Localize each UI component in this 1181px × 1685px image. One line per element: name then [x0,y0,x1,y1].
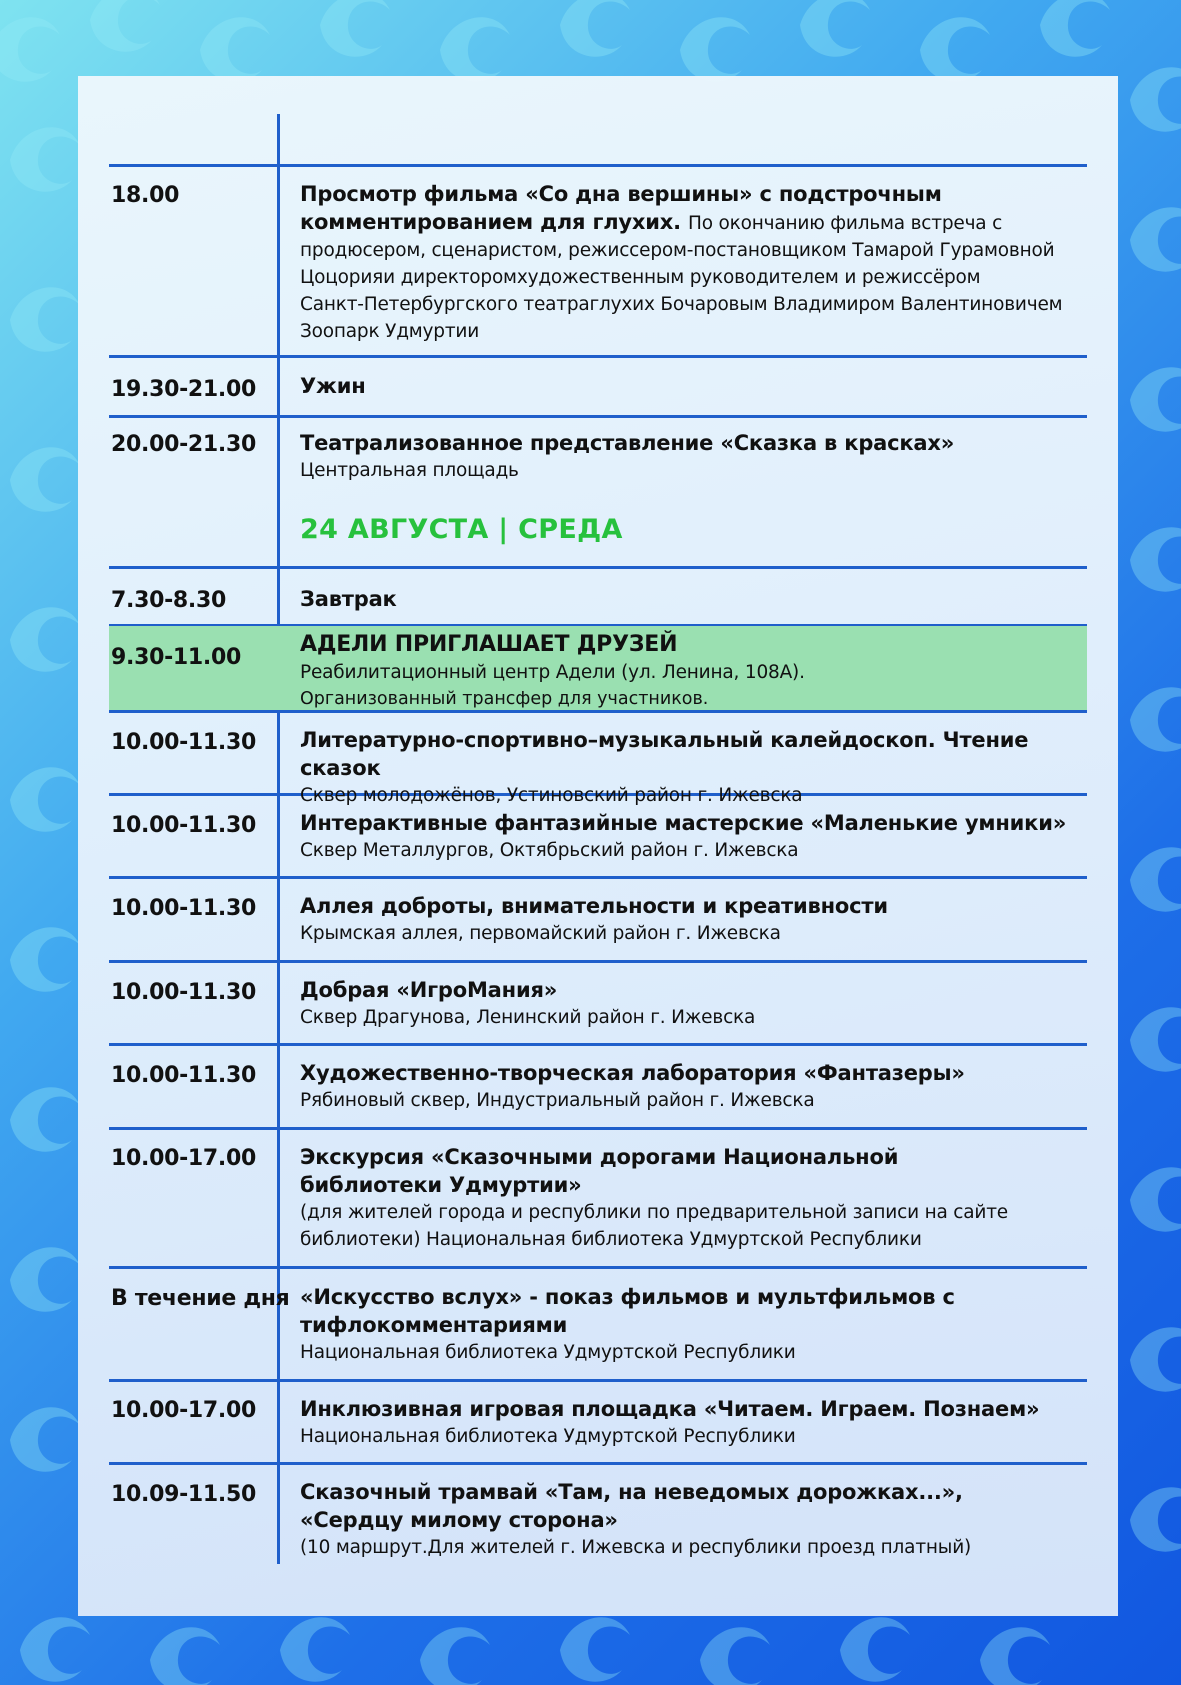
day-header: 24 АВГУСТА | СРЕДА [300,514,623,545]
event-time: 7.30-8.30 [111,588,226,613]
event-location: Крымская аллея, первомайский район г. Ижевска [300,923,781,944]
event-location: Национальная библиотека Удмуртской Республики [300,1426,796,1447]
row-divider [109,876,1087,879]
event-time: 10.09-11.50 [111,1482,257,1507]
event-title-cont [300,208,1080,237]
event-description: По окончанию фильма встреча с [688,213,1003,234]
event-title: Художественно-творческая лаборатория «Фантазеры» [300,1061,965,1085]
event-description: Санкт-Петербургского театраглухих Бочаровым Владимиром Валентиновичем [300,294,1063,315]
event-time: 10.00-11.30 [111,730,257,755]
event-location: Национальная библиотека Удмуртской Республики [300,1342,796,1363]
event-location: Центральная площадь [300,460,519,481]
event-title: Сказочный трамвай «Там, на неведомых дорожках...», [300,1480,963,1504]
row-divider [109,1266,1087,1269]
event-note: Организованный трансфер для участников. [300,689,709,709]
event-entry [300,631,1080,712]
event-title: Аллея доброты, внимательности и креативности [300,894,888,918]
event-title: Завтрак [300,587,397,611]
event-time: 9.30-11.00 [111,645,241,670]
row-divider [109,415,1087,418]
event-entry [300,1283,1080,1366]
event-time: В течение дня [111,1286,290,1311]
event-entry [300,809,1080,864]
event-entry [300,1143,1080,1253]
event-location: Зоопарк Удмуртии [300,321,480,342]
event-time: 20.00-21.30 [111,432,257,457]
event-entry [300,429,1080,484]
event-time: 10.00-17.00 [111,1398,257,1423]
event-title: АДЕЛИ ПРИГЛАШАЕТ ДРУЗЕЙ [300,632,678,657]
event-time: 19.30-21.00 [111,377,257,402]
event-location: Сквер Металлургов, Октябрьский район г. Ижевска [300,840,799,861]
row-divider [109,1379,1087,1382]
event-entry [300,726,1080,809]
row-divider [109,164,1087,167]
event-location: Сквер Драгунова, Ленинский район г. Ижевска [300,1007,756,1028]
event-time: 10.00-11.30 [111,813,257,838]
event-entry [300,180,1080,345]
event-time: 10.00-11.30 [111,1063,257,1088]
event-note: (10 маршрут.Для жителей г. Ижевска и республики проезд платный) [300,1537,972,1558]
row-divider [109,355,1087,358]
row-divider [109,566,1087,569]
row-divider [109,1043,1087,1046]
event-time: 10.00-11.30 [111,980,257,1005]
event-entry [300,1395,1080,1450]
event-description: (для жителей города и республики по предварительной записи на сайте [300,1202,1008,1223]
event-entry [300,1478,1080,1561]
event-location: Сквер молодожёнов, Устиновский район г. Ижевска [300,785,803,806]
event-title: Ужин [300,374,366,398]
event-title: Экскурсия «Сказочными дорогами Национальной [300,1145,899,1169]
event-title: Театрализованное представление «Сказка в красках» [300,431,955,455]
event-description: продюсером, сценаристом, режиссером-постановщиком Тамарой Гурамовной [300,240,1055,261]
event-title: Интерактивные фантазийные мастерские «Маленькие умники» [300,811,1067,835]
column-divider [277,114,280,1564]
event-title: «Искусство вслух» - показ фильмов и мультфильмов с [300,1285,955,1309]
event-description: Цоцорияи директоромхудожественным руководителем и режиссёром [300,267,981,288]
event-time: 18.00 [111,183,180,208]
event-title-line2: комментированием для глухих. [300,210,681,234]
row-divider [109,1127,1087,1130]
event-title-cont: тифлокомментариями [300,1313,568,1337]
event-time: 10.00-17.00 [111,1146,257,1171]
event-title: Инклюзивная игровая площадка «Читаем. Играем. Познаем» [300,1397,1040,1421]
event-location: библиотеки) Национальная библиотека Удмуртской Республики [300,1229,922,1250]
row-divider [109,960,1087,963]
event-entry [300,892,1080,947]
event-entry [300,372,1080,400]
event-time: 10.00-11.30 [111,896,257,921]
event-title: Добрая «ИгроМания» [300,978,558,1002]
event-title-cont: «Сердцу милому сторона» [300,1508,618,1532]
event-location: Рябиновый сквер, Индустриальный район г. Ижевска [300,1090,815,1111]
event-entry [300,585,1080,613]
event-location: Реабилитационный центр Адели (ул. Ленина, 108А). [300,662,805,683]
event-title: Просмотр фильма «Со дна вершины» с подстрочным [300,182,942,206]
event-entry [300,1059,1080,1114]
row-divider [109,1462,1087,1465]
event-entry [300,976,1080,1031]
event-title-cont: библиотеки Удмуртии» [300,1173,582,1197]
event-title: Литературно-спортивно–музыкальный калейдоскоп. Чтение сказок [300,728,1029,780]
